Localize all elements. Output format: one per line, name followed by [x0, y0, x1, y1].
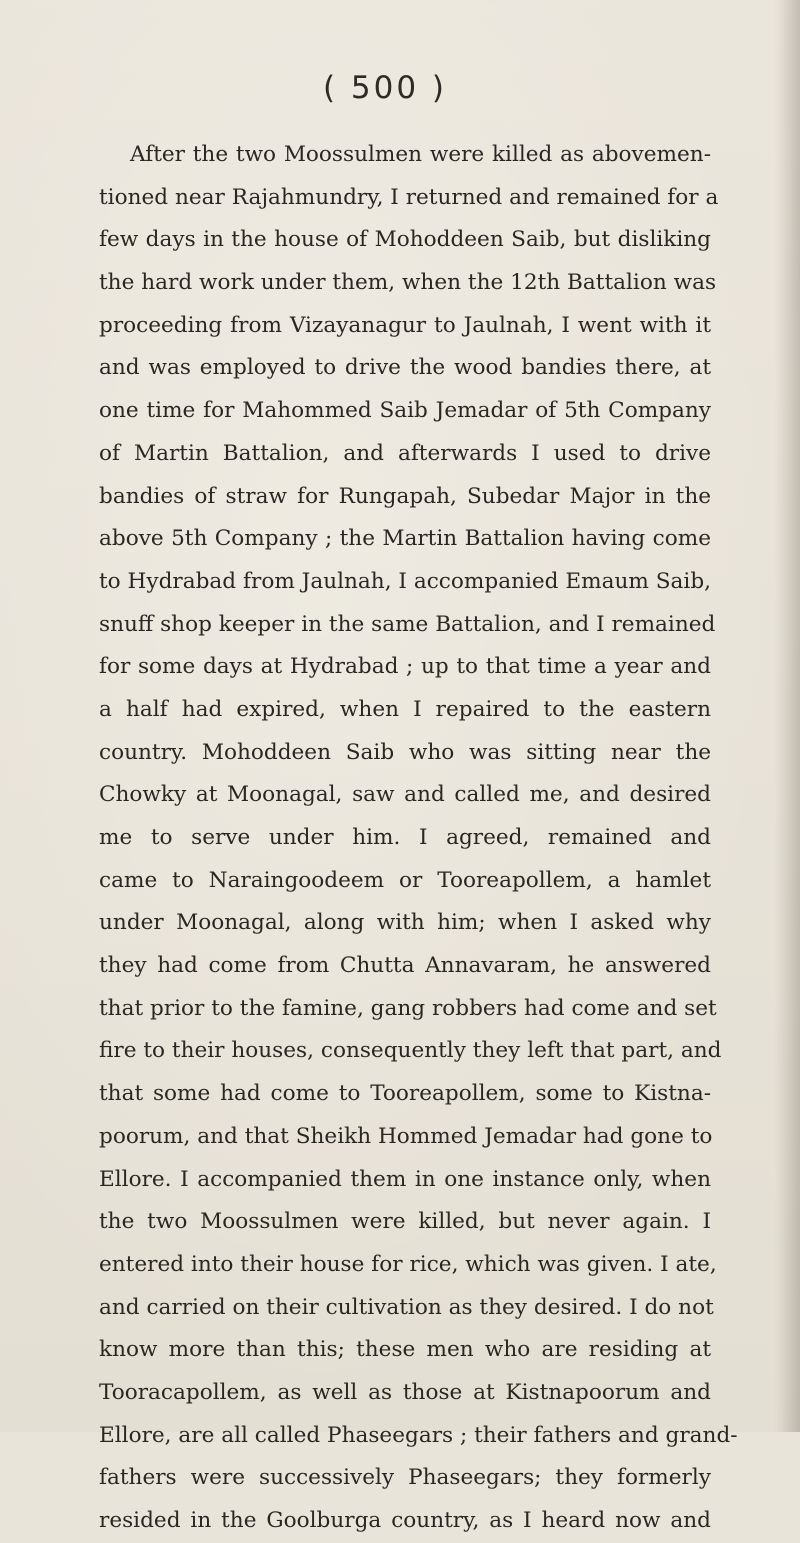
text-line: Ellore. I accompanied them in one instance only, when: [99, 1166, 711, 1192]
text-line: resided in the Goolburga country, as I heard now and: [99, 1508, 711, 1533]
text-line: a half had expired, when I repaired to the eastern: [99, 696, 711, 722]
text-line: one time for Mahommed Saib Jemadar of 5th Company: [99, 398, 711, 424]
text-line: poorum, and that Sheikh Hommed Jemadar had gone to: [99, 1123, 713, 1149]
text-line: entered into their house for rice, which was given. I ate,: [99, 1251, 717, 1277]
text-line: for some days at Hydrabad ; up to that time a year and: [99, 654, 711, 680]
text-line: of Martin Battalion, and afterwards I used to drive: [99, 440, 711, 466]
page-number: ( 500 ): [322, 70, 448, 106]
text-line: country. Mohoddeen Saib who was sitting near the: [99, 739, 711, 765]
text-line: under Moonagal, along with him; when I asked why: [99, 910, 711, 936]
text-line: After the two Moossulmen were killed as abovemen-: [130, 142, 711, 167]
text-line: few days in the house of Mohoddeen Saib, but disliking: [99, 227, 711, 253]
text-line: tioned near Rajahmundry, I returned and remained for a: [99, 184, 719, 210]
text-line: me to serve under him. I agreed, remained and: [99, 825, 711, 850]
text-line: snuff shop keeper in the same Battalion, and I remained: [99, 611, 716, 637]
text-line: proceeding from Vizayanagur to Jaulnah, I went with it: [99, 312, 711, 338]
text-line: came to Naraingoodeem or Tooreapollem, a hamlet: [99, 867, 711, 893]
text-line: know more than this; these men who are residing at: [99, 1337, 711, 1363]
text-line: Chowky at Moonagal, saw and called me, and desired: [99, 782, 711, 808]
text-line: they had come from Chutta Annavaram, he answered: [99, 953, 711, 979]
text-line: fire to their houses, consequently they left that part, and: [99, 1038, 722, 1064]
body-text: [99, 134, 738, 1543]
text-line: and carried on their cultivation as they desired. I do not: [99, 1294, 714, 1320]
text-line: the hard work under them, when the 12th Battalion was: [99, 270, 717, 296]
text-line: bandies of straw for Rungapah, Subedar Major in the: [99, 483, 711, 509]
text-line: the two Moossulmen were killed, but never again. I: [99, 1209, 711, 1235]
text-line: that prior to the famine, gang robbers had come and set: [99, 995, 717, 1021]
text-line: above 5th Company ; the Martin Battalion having come: [99, 526, 711, 552]
page-edge-shadow: [774, 0, 800, 1432]
text-line: to Hydrabad from Jaulnah, I accompanied Emaum Saib,: [99, 568, 711, 594]
text-line: and was employed to drive the wood bandies there, at: [99, 355, 711, 381]
text-line: Tooracapollem, as well as those at Kistnapoorum and: [99, 1379, 711, 1405]
text-line: fathers were successively Phaseegars; they formerly: [99, 1465, 711, 1491]
text-line: that some had come to Tooreapollem, some to Kistna-: [99, 1081, 711, 1107]
text-line: Ellore, are all called Phaseegars ; their fathers and grand-: [99, 1422, 738, 1448]
